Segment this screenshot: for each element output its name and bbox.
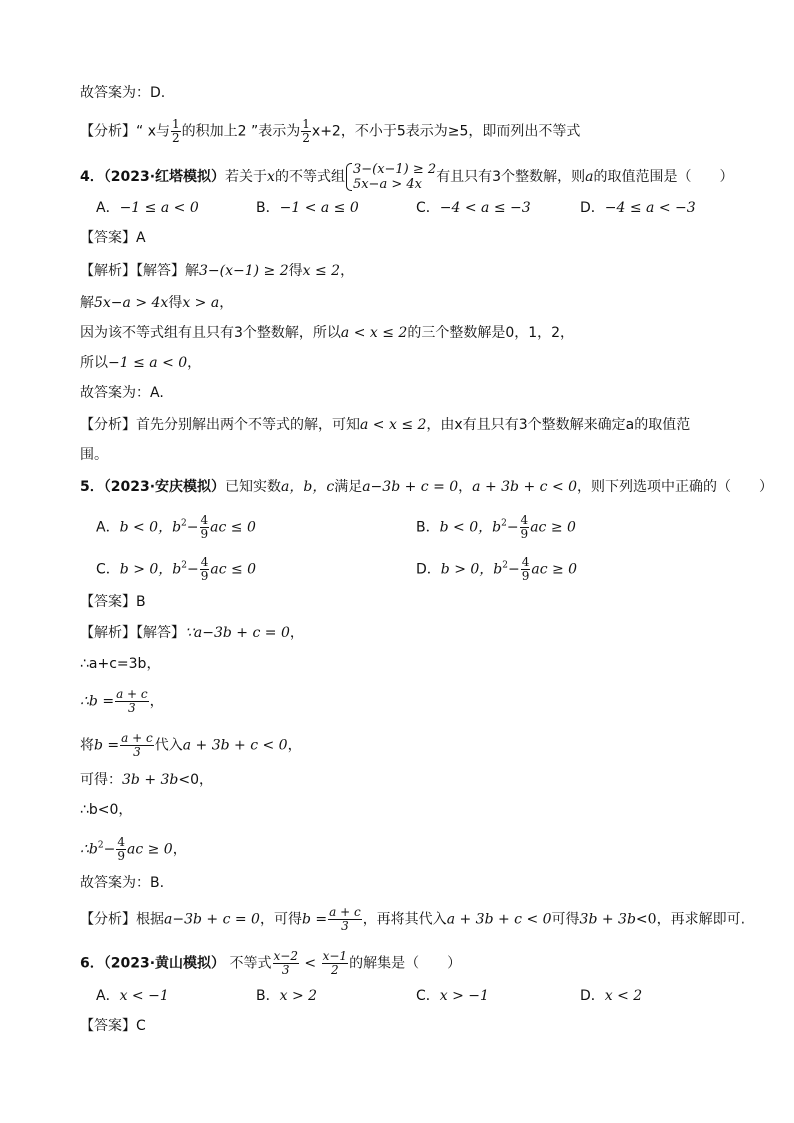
q5-solution-line-6: ∴b<0， — [80, 802, 133, 818]
analysis-tag: 【分析】 — [80, 123, 136, 140]
q4-solution-line-4: 所以−1 ≤ a < 0， — [80, 355, 202, 371]
fraction-four-ninths: $\frac{4}{9}$ — [117, 835, 125, 863]
question-5-stem: 5．（2023·安庆模拟）已知实数a，b，c满足a−3b + c = 0，a + 3b + c < 0，则下列选项中正确的（ ） — [80, 479, 774, 495]
fraction-a-plus-c-over-3: $\frac{a + c}{3}$ — [329, 905, 361, 933]
previous-analysis-line — [80, 118, 580, 145]
q5-solution-line-1: 【解析】【解答】∵a−3b + c = 0， — [80, 625, 304, 641]
q5-option-c[interactable]: C．b > 0，$b^2-$ $\frac{4}{9}$ ac ≤ 0 — [96, 555, 257, 583]
question-number: 4． — [80, 169, 104, 185]
q5-option-d[interactable]: D．b > 0，$b^2-$ $\frac{4}{9}$ ac ≥ 0 — [416, 555, 578, 583]
stem-variable: x — [267, 169, 275, 185]
question-4-stem — [80, 162, 733, 192]
q4-option-d[interactable]: D．−4 ≤ a < −3 — [580, 200, 696, 216]
q5-final-answer: 故答案为：B. — [80, 875, 165, 891]
question-number: 5． — [80, 479, 104, 495]
question-source: （2023·红塔模拟） — [103, 169, 226, 185]
q4-analysis-line-2: 围。 — [80, 447, 108, 463]
fraction-half: $\frac{1}{2}$ — [172, 117, 180, 145]
q5-analysis: 【分析】根据a−3b + c = 0，可得b = $\frac{a + c}{3}$ ，再将其代入a + 3b + c < 0可得3b + 3b<0，再求解即可. — [80, 905, 746, 933]
q6-option-b[interactable]: B．x > 2 — [256, 988, 318, 1004]
q5-solution-line-2: ∴a+c=3b， — [80, 656, 161, 672]
question-source: （2023·黄山模拟） — [103, 955, 226, 972]
question-source: （2023·安庆模拟） — [103, 479, 226, 495]
q4-solution-line-2: 解5x−a > 4x得x > a， — [80, 295, 234, 311]
inequality-system: 3−(x−1) ≥ 2 5x−a > 4x — [345, 162, 436, 192]
q5-option-a[interactable]: A．b < 0，$b^2-$ $\frac{4}{9}$ ac ≤ 0 — [96, 513, 256, 541]
q5-answer: 【答案】B — [80, 594, 146, 610]
fraction-x-minus-1-over-2: $\frac{x-1}{2}$ — [322, 949, 348, 977]
q6-answer: 【答案】C — [80, 1018, 146, 1034]
question-6-stem: 6．（2023·黄山模拟） 不等式 $\frac{x-2}{3}$ < $\frac{x-1}{2}$ 的解集是（ ） — [80, 949, 462, 977]
q5-solution-line-5: 可得：3b + 3b<0， — [80, 772, 214, 788]
fraction-four-ninths: $\frac{4}{9}$ — [520, 513, 529, 541]
q4-option-a[interactable]: A．−1 ≤ a < 0 — [96, 200, 199, 216]
stem-text: 若关于 — [225, 169, 268, 185]
q5-option-b[interactable]: B．b < 0，$b^2-$ $\frac{4}{9}$ ac ≥ 0 — [416, 513, 576, 541]
stem-text: 的不等式组 — [274, 169, 345, 185]
q5-solution-line-4: 将b = $\frac{a + c}{3}$ 代入a + 3b + c < 0， — [80, 731, 302, 759]
q4-solution-line-1: 【解析】【解答】解3−(x−1) ≥ 2得x ≤ 2， — [80, 263, 355, 279]
q4-final-answer: 故答案为：A. — [80, 385, 164, 401]
q4-solution-line-3: 因为该不等式组有且只有3个整数解，所以a < x ≤ 2的三个整数解是0，1，2， — [80, 325, 575, 341]
fraction-four-ninths: $\frac{4}{9}$ — [200, 513, 209, 541]
fraction-four-ninths: $\frac{4}{9}$ — [521, 555, 530, 583]
q5-solution-line-7: $\therefore b^2-$ $\frac{4}{9}$ ac ≥ 0， — [80, 835, 187, 863]
stem-text: 的取值范围是（ ） — [593, 169, 734, 185]
q4-answer: 【答案】A — [80, 230, 146, 246]
fraction-four-ninths: $\frac{4}{9}$ — [200, 555, 209, 583]
q6-option-d[interactable]: D．x < 2 — [580, 988, 643, 1004]
analysis-text: 的积加上2 ”表示为 — [181, 123, 301, 140]
previous-answer-line: 故答案为：D. — [80, 85, 166, 101]
fraction-half: $\frac{1}{2}$ — [302, 117, 310, 145]
q4-option-c[interactable]: C．−4 < a ≤ −3 — [416, 200, 531, 216]
q5-solution-line-3: ∴b = $\frac{a + c}{3}$ ， — [80, 687, 164, 715]
fraction-x-minus-2-over-3: $\frac{x-2}{3}$ — [273, 949, 298, 977]
analysis-text: “ x与 — [136, 123, 170, 140]
q6-option-a[interactable]: A．x < −1 — [96, 988, 169, 1004]
q4-option-b[interactable]: B．−1 < a ≤ 0 — [256, 200, 359, 216]
stem-text: 有且只有3个整数解，则 — [436, 169, 586, 185]
question-number: 6． — [80, 955, 104, 972]
q4-analysis-line-1: 【分析】首先分别解出两个不等式的解，可知a < x ≤ 2，由x有且只有3个整数解来确定a的取值范 — [80, 417, 691, 433]
stem-variable: a — [585, 169, 594, 185]
analysis-text: x+2，不小于5表示为≥5，即而列出不等式 — [311, 123, 581, 140]
q6-option-c[interactable]: C．x > −1 — [416, 988, 489, 1004]
fraction-a-plus-c-over-3: $\frac{a + c}{3}$ — [121, 731, 153, 759]
fraction-a-plus-c-over-3: $\frac{a + c}{3}$ — [116, 687, 148, 715]
